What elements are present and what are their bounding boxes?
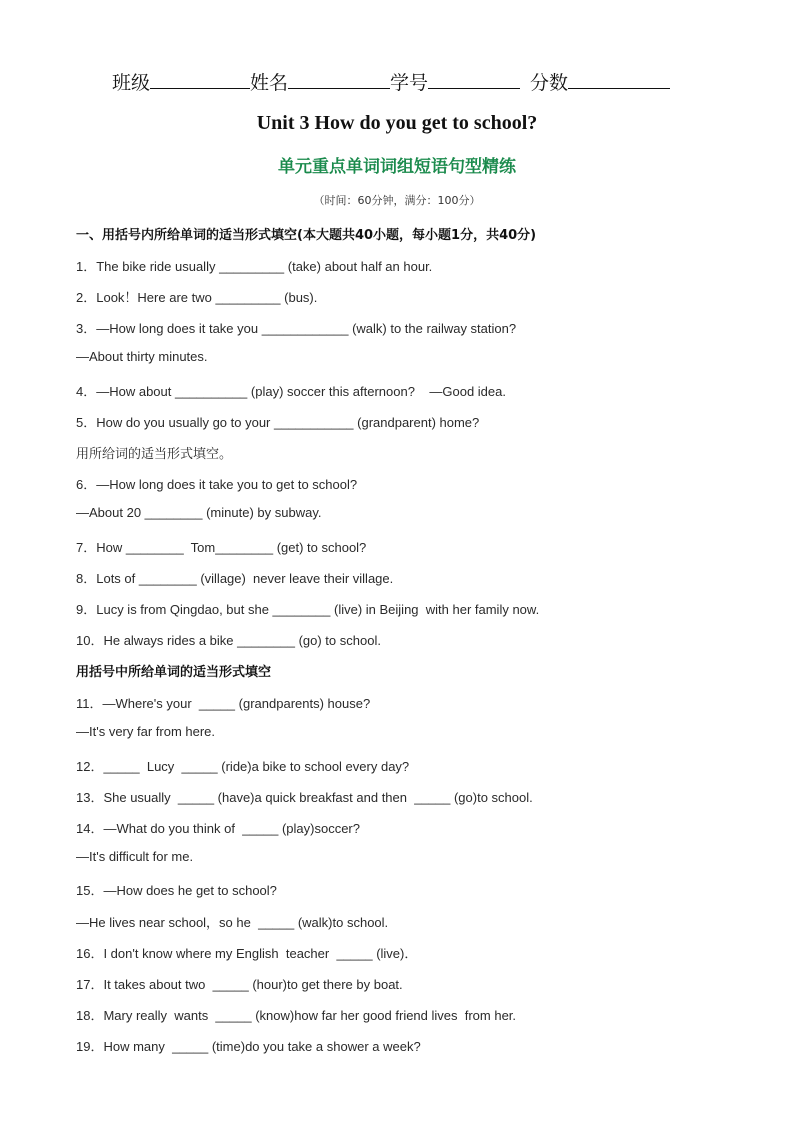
score-blank[interactable] bbox=[568, 70, 670, 89]
instruction-note: 用所给词的适当形式填空。 bbox=[76, 447, 233, 462]
number-label: 学号 bbox=[390, 72, 429, 94]
question-line: 6．—How long does it take you to get to school? bbox=[76, 477, 358, 492]
question-line: 9．Lucy is from Qingdao, but she ________ (live) in Beijing with her family now. bbox=[76, 602, 540, 617]
question-line: 2．Look！Here are two _________ (bus). bbox=[76, 290, 318, 305]
answer-line: —It's very far from here. bbox=[76, 724, 216, 739]
question-line: 15．—How does he get to school? bbox=[76, 883, 277, 898]
student-info-line bbox=[112, 68, 712, 95]
answer-line: —About 20 ________ (minute) by subway. bbox=[76, 505, 322, 520]
question-line: 4．—How about __________ (play) soccer this afternoon? —Good idea. bbox=[76, 384, 506, 399]
question-line: 8．Lots of ________ (village) never leave their village. bbox=[76, 571, 394, 586]
question-line: 12．_____ Lucy _____ (ride)a bike to school every day? bbox=[76, 759, 410, 774]
answer-line: —About thirty minutes. bbox=[76, 349, 208, 364]
name-label: 姓名 bbox=[250, 72, 289, 94]
question-line: 18．Mary really wants _____ (know)how far her good friend lives from her. bbox=[76, 1008, 517, 1023]
instruction-note: 用括号中所给单词的适当形式填空 bbox=[76, 665, 272, 680]
question-line: 19．How many _____ (time)do you take a shower a week? bbox=[76, 1039, 421, 1054]
question-line: 13．She usually _____ (have)a quick breakfast and then _____ (go)to school. bbox=[76, 790, 533, 805]
question-line: 3．—How long does it take you ____________ (walk) to the railway station? bbox=[76, 321, 517, 336]
number-blank[interactable] bbox=[428, 70, 520, 89]
answer-line: —It's difficult for me. bbox=[76, 849, 194, 864]
question-line: 14．—What do you think of _____ (play)soccer? bbox=[76, 821, 360, 836]
question-line: 17．It takes about two _____ (hour)to get there by boat. bbox=[76, 977, 403, 992]
question-line: 5．How do you usually go to your ___________ (grandparent) home? bbox=[76, 415, 480, 430]
question-line: 10．He always rides a bike ________ (go) to school. bbox=[76, 633, 381, 648]
class-blank[interactable] bbox=[150, 70, 250, 89]
section-heading: 一、用括号内所给单词的适当形式填空(本大题共40小题，每小题1分，共40分) bbox=[76, 228, 537, 243]
page-title: Unit 3 How do you get to school? bbox=[256, 112, 538, 134]
question-line: 7．How ________ Tom________ (get) to school? bbox=[76, 540, 367, 555]
score-label: 分数 bbox=[530, 72, 569, 94]
name-blank[interactable] bbox=[288, 70, 390, 89]
time-info: （时间：60分钟，满分：100分） bbox=[313, 194, 481, 207]
question-line: 11．—Where's your _____ (grandparents) house? bbox=[76, 696, 371, 711]
class-label: 班级 bbox=[112, 72, 151, 94]
question-line: 1．The bike ride usually _________ (take) about half an hour. bbox=[76, 259, 433, 274]
question-line: 16．I don't know where my English teacher _____ (live)． bbox=[76, 946, 418, 961]
page-subtitle: 单元重点单词词组短语句型精练 bbox=[278, 157, 516, 177]
answer-line: —He lives near school，so he _____ (walk)to school. bbox=[76, 915, 389, 930]
